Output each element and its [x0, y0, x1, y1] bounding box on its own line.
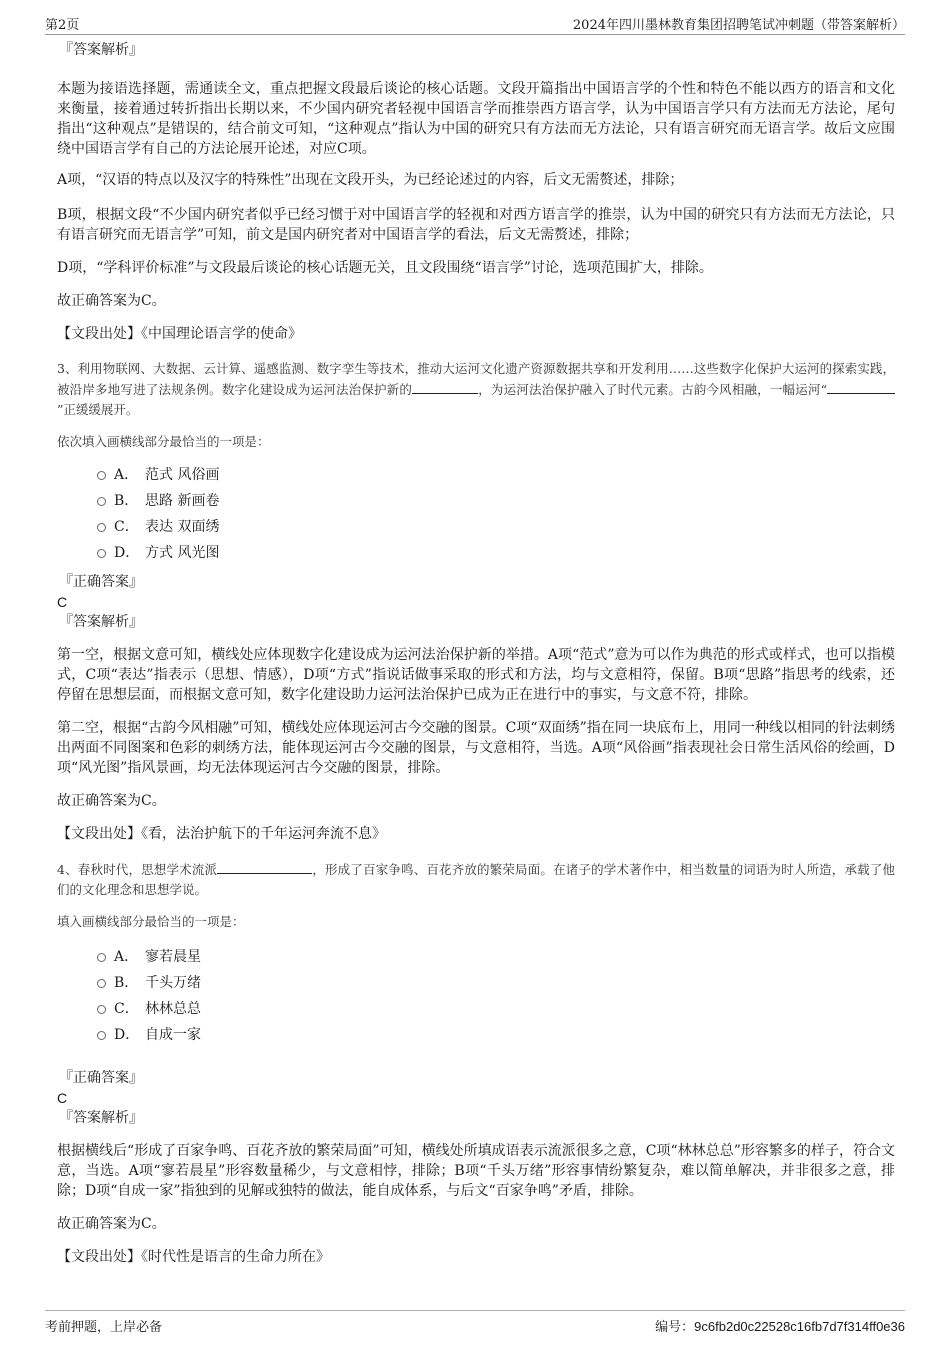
q4-stem: 4、春秋时代，思想学术流派 ，形成了百家争鸣、百花齐放的繁荣局面。在诸子的学术著作中，相当数量的词语为时人所造，承载了他们的文化理念和思想学说。 [57, 859, 895, 900]
q4-options [57, 944, 895, 1048]
document-title: 2024年四川墨林教育集团招聘笔试冲刺题（带答案解析） [572, 18, 905, 33]
q3-stem: 3、利用物联网、大数据、云计算、遥感监测、数字孪生等技术，推动大运河文化遗产资源数据共享和开发利用……这些数字化保护大运河的探索实践，被沿岸多地写进了法规条例。数字化建设成为运河法治保护新的 ，为运河法治保护融入了时代元素。古韵今风相融，一幅运河“”正缓缓展开。 [57, 361, 895, 417]
q4-correct-label: 『正确答案』 [59, 1070, 143, 1086]
page-header [45, 10, 905, 35]
q4-option-c[interactable]: C． 林林总总 [57, 996, 895, 1022]
document-code: 编号：9c6fb2d0c22528c16fb7d7f314ff0e36 [655, 1319, 905, 1335]
q3-analysis-p1: 第一空，根据文意可知，横线处应体现数字化建设成为运河法治保护新的举措。A项“范式”意为可以作为典范的形式或样式，也可以指模式，C项“表达”指表示（思想、情感），D项“方式”指说话做事采取的形式和方法，均与文意相符，保留。B项“思路”指思考的线索，还停留在思想层面，而根据文意可知，数字化建设助力运河法治保护已成为正在进行中的事实，与文意不符，排除。 [57, 647, 895, 703]
q4-source: 【文段出处】《时代性是语言的生命力所在》 [57, 1249, 330, 1265]
q4-option-b[interactable]: B． 千头万绪 [57, 970, 895, 996]
radio-icon[interactable] [97, 1005, 106, 1014]
q3-blank-2 [827, 379, 895, 394]
radio-icon[interactable] [97, 953, 106, 962]
q3-correct-label: 『正确答案』 [59, 574, 143, 590]
radio-icon[interactable] [97, 497, 106, 506]
q2-conclusion: 故正确答案为C。 [57, 293, 166, 309]
page-number: 第2页 [45, 18, 80, 33]
radio-icon[interactable] [97, 1031, 106, 1040]
main-content [57, 40, 895, 1267]
q3-conclusion: 故正确答案为C。 [57, 793, 166, 809]
q4-blank [217, 859, 312, 874]
q3-option-b[interactable]: B． 思路 新画卷 [57, 488, 895, 514]
q2-analysis-p1: 本题为接语选择题，需通读全文，重点把握文段最后谈论的核心话题。文段开篇指出中国语言学的个性和特色不能以西方的语言和文化来衡量，接着通过转折指出长期以来，不少国内研究者轻视中国语言学而推崇西方语言学，认为中国语言学只有方法而无方法论，尾句指出“这种观点”是错误的，结合前文可知，“这种观点”指认为中国的研究只有方法而无方法论，只有语言研究而无语言学。故后文应围绕中国语言学有自己的方法论展开论述，对应C项。 [57, 81, 895, 157]
q2-analysis-p3: B项，根据文段“不少国内研究者似乎已经习惯于对中国语言学的轻视和对西方语言学的推崇，认为中国的研究只有方法而无方法论，只有语言研究而无语言学”可知，前文是国内研究者对中国语言学的看法，后文无需赘述，排除； [57, 207, 895, 243]
page-footer [45, 1310, 905, 1335]
q2-analysis-label: 『答案解析』 [59, 42, 143, 58]
radio-icon[interactable] [97, 979, 106, 988]
q3-options [57, 462, 895, 566]
q4-prompt: 填入画横线部分最恰当的一项是： [57, 914, 245, 929]
q3-analysis-p2: 第二空，根据“古韵今风相融”可知，横线处应体现运河古今交融的图景。C项“双面绣”指在同一块底布上，用同一种线以相同的针法刺绣出两面不同图案和色彩的刺绣方法，能体现运河古今交融的图景，与文意相符，当选。A项“风俗画”指表现社会日常生活风俗的绘画，D项“风光图”指风景画，均无法体现运河古今交融的图景，排除。 [57, 720, 895, 776]
question-4 [57, 859, 895, 1267]
q3-option-d[interactable]: D． 方式 风光图 [57, 540, 895, 566]
q3-option-a[interactable]: A． 范式 风俗画 [57, 462, 895, 488]
q4-option-d[interactable]: D． 自成一家 [57, 1022, 895, 1048]
q4-conclusion: 故正确答案为C。 [57, 1216, 166, 1232]
footer-slogan: 考前押题，上岸必备 [45, 1320, 163, 1335]
q3-source: 【文段出处】《看，法治护航下的千年运河奔流不息》 [57, 826, 386, 842]
q3-correct-answer: C [57, 594, 68, 610]
q3-prompt: 依次填入画横线部分最恰当的一项是： [57, 434, 270, 449]
radio-icon[interactable] [97, 523, 106, 532]
q3-blank-1 [412, 379, 478, 394]
radio-icon[interactable] [97, 549, 106, 558]
q4-option-a[interactable]: A． 寥若晨星 [57, 944, 895, 970]
q2-analysis-section [57, 40, 895, 344]
q2-analysis-p2: A项，“汉语的特点以及汉字的特殊性”出现在文段开头，为已经论述过的内容，后文无需赘述，排除； [57, 172, 684, 188]
q4-correct-answer: C [57, 1090, 68, 1106]
q4-analysis-label: 『答案解析』 [59, 1110, 143, 1126]
q4-analysis-p1: 根据横线后“形成了百家争鸣、百花齐放的繁荣局面”可知，横线处所填成语表示流派很多之意，C项“林林总总”形容繁多的样子，符合文意，当选。A项“寥若晨星”形容数量稀少，与文意相悖，排除；B项“千头万绪”形容事情纷繁复杂，难以简单解决，并非很多之意，排除；D项“自成一家”指独到的见解或独特的做法，能自成体系，与后文“百家争鸣”矛盾，排除。 [57, 1143, 895, 1199]
q3-option-c[interactable]: C． 表达 双面绣 [57, 514, 895, 540]
q2-analysis-p4: D项，“学科评价标准”与文段最后谈论的核心话题无关，且文段围绕“语言学”讨论，选项范围扩大，排除。 [57, 260, 713, 276]
question-3 [57, 359, 895, 844]
q2-source: 【文段出处】《中国理论语言学的使命》 [57, 326, 302, 342]
q3-analysis-label: 『答案解析』 [59, 614, 143, 630]
radio-icon[interactable] [97, 471, 106, 480]
